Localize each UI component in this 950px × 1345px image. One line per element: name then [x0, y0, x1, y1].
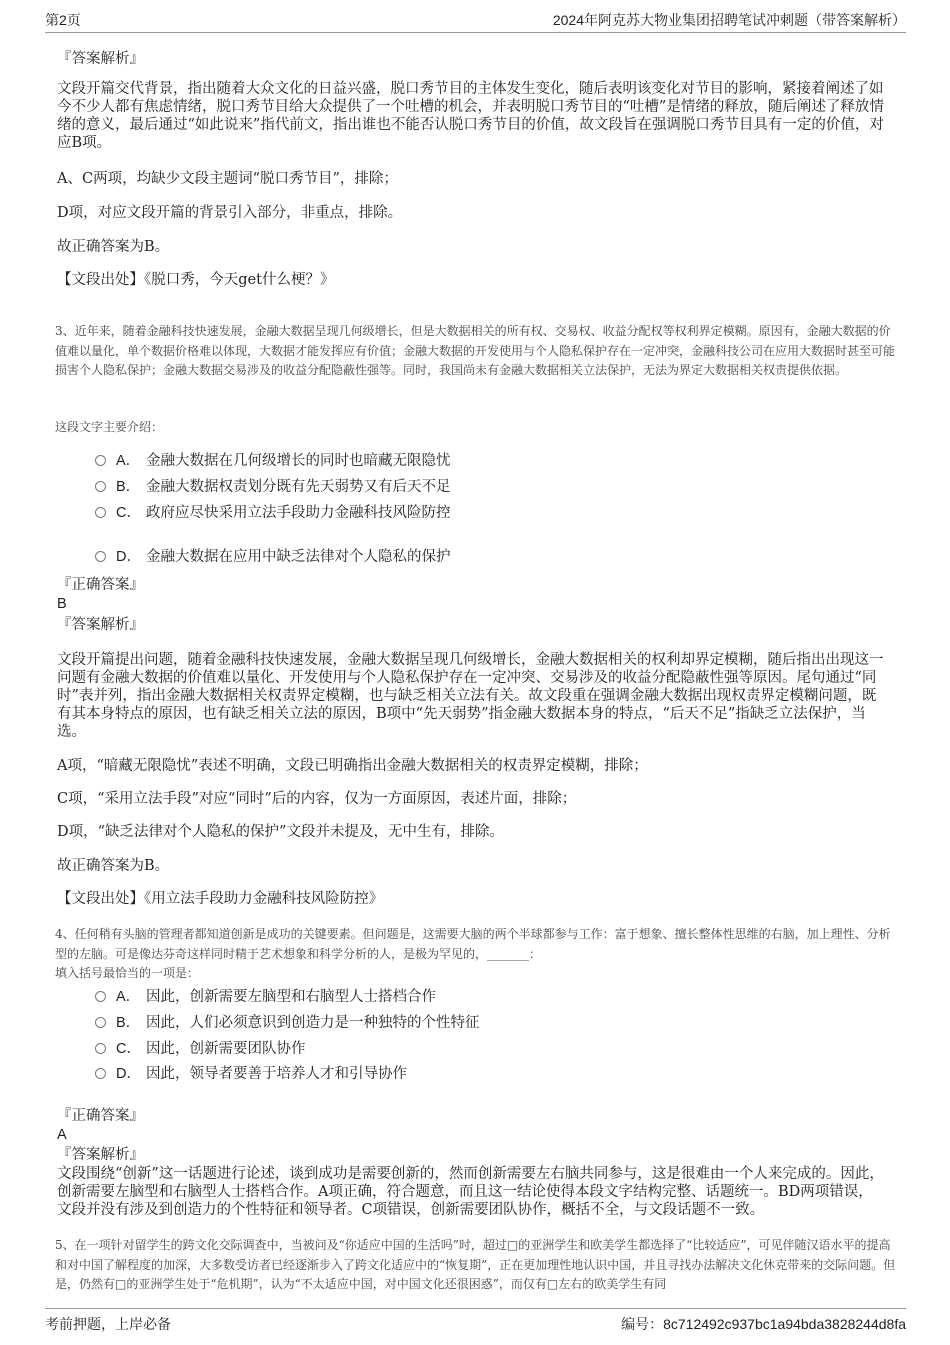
q3-analysis-c: C项，“采用立法手段”对应“同时”后的内容，仅为一方面原因，表述片面，排除；	[57, 791, 577, 807]
q2-analysis-ac: A、C两项，均缺少文段主题词“脱口秀节目”，排除；	[57, 171, 398, 187]
radio-icon[interactable]	[95, 1043, 106, 1054]
page-footer	[0, 1308, 950, 1345]
q4-analysis-label: 『答案解析』	[57, 1147, 144, 1163]
radio-icon[interactable]	[95, 1068, 106, 1079]
q2-conclusion: 故正确答案为B。	[57, 239, 170, 255]
q4-stem: 4、任何稍有头脑的管理者都知道创新是成功的关键要素。但问题是，这需要大脑的两个半球都参与工作：富于想象、擅长整体性思维的右脑，加上理性、分析型的左脑。可是像达芬奇这样同时精于艺术想象和科学分析的人，是极为罕见的，_______：	[55, 927, 891, 961]
q5-stem: 5、在一项针对留学生的跨文化交际调查中，当被问及“你适应中国的生活吗”时，超过□的亚洲学生和欧美学生都选择了“比较适应”，可见伴随汉语水平的提高和对中国了解程度的加深，大多数受访者已经逐渐步入了跨文化适应中的“恢复期”，正在更加理性地认识中国，并且寻找办法解决文化休克带来的交际问题。但是，仍然有□的亚洲学生处于“危机期”，认为“不太适应中国，对中国文化还很困惑”，而仅有□左右的欧美学生有同	[55, 1238, 896, 1291]
q4-analysis-paragraph: 文段围绕“创新”这一话题进行论述，谈到成功是需要创新的，然而创新需要左右脑共同参与，这是很难由一个人来完成的。因此，创新需要左脑型和右脑型人士搭档合作。A项正确，符合题意，而且这一结论使得本段文字结构完整、话题统一。BD两项错误，文段并没有涉及到创造力的个性特征和领导者。C项错误，创新需要团队协作，概括不全，与文段话题不一致。	[57, 1166, 884, 1218]
q3-option-b[interactable]: B． 金融大数据权责划分既有先天弱势又有后天不足	[95, 476, 451, 498]
q3-prompt: 这段文字主要介绍：	[55, 420, 164, 434]
footer-slogan: 考前押题，上岸必备	[45, 1316, 171, 1332]
q4-answer-label: 『正确答案』	[57, 1108, 144, 1124]
radio-icon[interactable]	[95, 481, 106, 492]
q4-option-c[interactable]: C． 因此，创新需要团队协作	[95, 1038, 306, 1060]
radio-icon[interactable]	[95, 455, 106, 466]
q2-analysis-label: 『答案解析』	[57, 51, 144, 67]
radio-icon[interactable]	[95, 991, 106, 1002]
q3-analysis-label: 『答案解析』	[57, 617, 144, 633]
q3-conclusion: 故正确答案为B。	[57, 858, 170, 874]
footer-divider	[45, 1308, 906, 1309]
q3-stem: 3、近年来，随着金融科技快速发展，金融大数据呈现几何级增长，但是大数据相关的所有权、交易权、收益分配权等权利界定模糊。原因有，金融大数据的价值难以量化，单个数据价格难以体现，大数据才能发挥应有价值；金融大数据的开发使用与个人隐私保护存在一定冲突，金融科技公司在应用大数据时甚至可能损害个人隐私保护；金融大数据交易涉及的收益分配隐蔽性强等。同时，我国尚未有金融大数据相关立法保护，无法为界定大数据相关权责提供依据。	[55, 324, 896, 377]
document-id: 编号：8c712492c937bc1a94bda3828244d8fa	[621, 1316, 906, 1332]
q4-option-a[interactable]: A． 因此，创新需要左脑型和右脑型人士搭档合作	[95, 986, 436, 1008]
page-number: 第2页	[45, 12, 81, 28]
q4-prompt: 填入括号最恰当的一项是：	[55, 966, 200, 980]
q3-analysis-paragraph: 文段开篇提出问题，随着金融科技快速发展，金融大数据呈现几何级增长，金融大数据相关的权利却界定模糊，随后指出出现这一问题有金融大数据的价值难以量化、开发使用与个人隐私保护存在一定冲突、交易涉及的收益分配隐蔽性强等原因。尾句通过“同时”表并列，指出金融大数据相关权责界定模糊，也与缺乏相关立法有关。故文段重在强调金融大数据出现权责界定模糊问题，既有其本身特点的原因，也有缺乏相关立法的原因，B项中“先天弱势”指金融大数据本身的特点，“后天不足”指缺乏立法保护，当选。	[57, 652, 884, 740]
radio-icon[interactable]	[95, 507, 106, 518]
q3-source: 【文段出处】《用立法手段助力金融科技风险防控》	[57, 891, 384, 907]
q3-analysis-a: A项，“暗藏无限隐忧”表述不明确，文段已明确指出金融大数据相关的权责界定模糊，排除；	[57, 758, 648, 774]
page-header	[0, 0, 950, 34]
radio-icon[interactable]	[95, 551, 106, 562]
q3-option-a[interactable]: A． 金融大数据在几何级增长的同时也暗藏无限隐忧	[95, 450, 451, 472]
q3-option-d[interactable]: D． 金融大数据在应用中缺乏法律对个人隐私的保护	[95, 546, 451, 568]
document-title: 2024年阿克苏大物业集团招聘笔试冲刺题（带答案解析）	[552, 12, 906, 28]
q2-analysis-d: D项，对应文段开篇的背景引入部分，非重点，排除。	[57, 205, 403, 221]
header-divider	[45, 32, 906, 33]
q4-option-d[interactable]: D． 因此，领导者要善于培养人才和引导协作	[95, 1063, 407, 1085]
q2-analysis-paragraph: 文段开篇交代背景，指出随着大众文化的日益兴盛，脱口秀节目的主体发生变化，随后表明该变化对节目的影响，紧接着阐述了如今不少人都有焦虑情绪，脱口秀节目给大众提供了一个吐槽的机会，并表明脱口秀节目的“吐槽”是情绪的释放，随后阐述了释放情绪的意义，最后通过“如此说来”指代前文，指出谁也不能否认脱口秀节目的价值，故文段旨在强调脱口秀节目具有一定的价值，对应B项。	[57, 81, 884, 151]
q4-answer: A	[57, 1127, 67, 1143]
q3-answer-label: 『正确答案』	[57, 577, 144, 593]
q3-analysis-d: D项，“缺乏法律对个人隐私的保护”文段并未提及，无中生有，排除。	[57, 824, 504, 840]
q3-answer: B	[57, 596, 67, 612]
q4-option-b[interactable]: B． 因此，人们必须意识到创造力是一种独特的个性特征	[95, 1012, 480, 1034]
q3-option-c[interactable]: C． 政府应尽快采用立法手段助力金融科技风险防控	[95, 502, 451, 524]
radio-icon[interactable]	[95, 1017, 106, 1028]
q2-source: 【文段出处】《脱口秀，今天get什么梗？》	[57, 272, 335, 288]
